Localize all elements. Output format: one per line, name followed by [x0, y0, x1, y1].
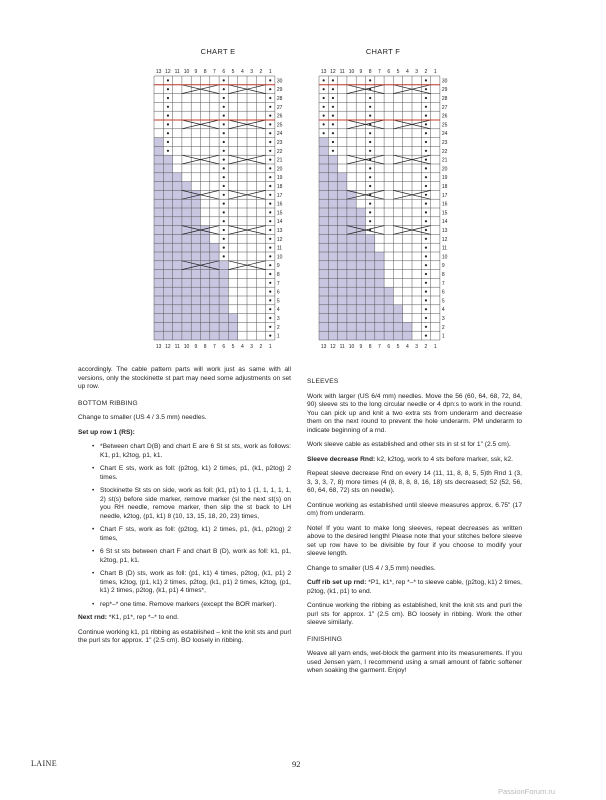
purl-dot: [223, 238, 225, 240]
purl-dot: [269, 123, 271, 125]
purl-dot: [323, 106, 325, 108]
row-label: 14: [441, 219, 448, 226]
row-label: 28: [441, 96, 448, 102]
shaded-cells: [154, 314, 238, 323]
shaded-cells: [319, 138, 328, 147]
purl-dot: [425, 335, 427, 337]
column-label: 8: [368, 69, 372, 75]
row-label: 27: [276, 104, 283, 111]
page-number: 92: [292, 759, 301, 769]
row-label: 10: [441, 254, 448, 261]
row-label: 25: [441, 122, 448, 129]
purl-dot: [425, 106, 427, 108]
column-label: 4: [405, 69, 409, 75]
purl-dot: [223, 88, 225, 90]
row-label: 21: [441, 157, 448, 164]
purl-dot: [269, 88, 271, 90]
next-round-paragraph: [78, 614, 291, 623]
purl-dot: [369, 106, 371, 108]
purl-dot: [425, 308, 427, 310]
column-label: 6: [222, 69, 226, 75]
purl-dot: [425, 326, 427, 328]
purl-dot: [425, 291, 427, 293]
purl-dot: [369, 211, 371, 213]
column-label: 2: [424, 69, 428, 75]
purl-dot: [269, 273, 271, 275]
sleeves-paragraph-1: Work with larger (US 6/4 mm) needles. Move the 56 (60, 64, 68, 72, 84, 90) sleeve sts to the long circular needle or 4 dpn:s to work in the round. You can pick up and knit a two extra sts from underarm and decrease them on the next round to prevent the hole underarm. PM underarm to indicate beginning of a rnd.: [307, 392, 522, 434]
purl-dot: [332, 79, 334, 81]
purl-dot: [425, 115, 427, 117]
row-label: 19: [441, 175, 448, 182]
purl-dot: [167, 150, 169, 152]
shaded-cells: [154, 322, 238, 331]
row-label: 30: [441, 78, 448, 85]
column-label: 7: [213, 69, 216, 75]
purl-dot: [332, 88, 334, 90]
sleeve-decrease-text: k2, k2tog, work to 4 sts before marker, ssk, k2.: [375, 455, 513, 463]
shaded-cells: [154, 208, 201, 217]
watermark: PassionForum.ru: [498, 787, 556, 796]
column-label: 11: [174, 344, 180, 350]
purl-dot: [167, 88, 169, 90]
purl-dot: [269, 115, 271, 117]
column-label: 4: [405, 344, 409, 350]
purl-dot: [425, 159, 427, 161]
purl-dot: [425, 185, 427, 187]
row-label: 23: [276, 140, 283, 146]
row-label: 3: [441, 316, 445, 322]
column-label: 13: [320, 344, 327, 350]
list-item: • Chart E sts, work as foll: (p2tog, k1) 2 times, p1, (k1, p2tog) 2 times.: [78, 465, 291, 482]
purl-dot: [425, 79, 427, 81]
long-sleeves-note: Note! If you want to make long sleeves, repeat decreases as written above to the desired length! Please note that your stitches before sleeve set up row have to be divisible by four if you choose to modify your sleeve length.: [307, 524, 522, 557]
row-label: 23: [441, 140, 448, 146]
column-label: 3: [415, 344, 419, 350]
purl-dot: [167, 132, 169, 134]
chart-e-title: CHART E: [200, 47, 236, 56]
cuff-rib-label: Cuff rib set up rnd:: [307, 579, 367, 586]
shaded-cells: [154, 217, 201, 226]
row-label: 30: [276, 78, 283, 85]
purl-dot: [425, 220, 427, 222]
setup-instructions-list: [78, 443, 291, 609]
purl-dot: [332, 115, 334, 117]
column-label: 5: [396, 69, 400, 75]
purl-dot: [269, 203, 271, 205]
column-label: 10: [183, 69, 190, 75]
purl-dot: [425, 255, 427, 257]
shaded-cells: [319, 261, 384, 270]
shaded-cells: [319, 278, 384, 287]
purl-dot: [269, 229, 271, 231]
cuff-rib-paragraph: [307, 579, 522, 596]
purl-dot: [369, 115, 371, 117]
column-label: 13: [155, 344, 162, 350]
shaded-cells: [319, 305, 403, 314]
finishing-heading: FINISHING: [307, 635, 343, 643]
finishing-text: Weave all yarn ends, wet-block the garment into its measurements. If you used Jensen yarn, I recommend using a small amount of fabric softener when soaking the garment. Enjoy!: [307, 650, 522, 674]
column-label: 8: [368, 344, 372, 350]
row-label: 27: [441, 104, 448, 111]
column-label: 10: [183, 344, 190, 350]
row-label: 20: [276, 166, 283, 173]
purl-dot: [223, 79, 225, 81]
purl-dot: [223, 229, 225, 231]
row-label: 16: [441, 201, 448, 208]
row-label: 28: [276, 96, 283, 102]
row-label: 16: [276, 201, 283, 208]
purl-dot: [269, 150, 271, 152]
purl-dot: [223, 141, 225, 143]
row-label: 25: [276, 122, 283, 129]
column-label: 9: [194, 69, 198, 75]
list-item: • Chart B (D) sts, work as foll: (p1, k1) 4 times, p2tog, (k1, p1) 2 times, k2tog, (p1, k1) 2 times, p2tog, (k1, p1) 2 times, k2tog, (p1, k1) 2 times, p2tog, (k1, p1) 4 times*,: [78, 570, 291, 596]
column-label: 12: [165, 69, 171, 75]
row-label: 22: [276, 148, 283, 155]
purl-dot: [425, 273, 427, 275]
purl-dot: [269, 308, 271, 310]
purl-dot: [269, 238, 271, 240]
column-label: 9: [359, 344, 363, 350]
purl-dot: [369, 203, 371, 205]
purl-dot: [323, 115, 325, 117]
purl-dot: [425, 97, 427, 99]
column-label: 13: [320, 69, 327, 75]
row-label: 20: [441, 166, 448, 173]
column-label: 9: [194, 344, 198, 350]
purl-dot: [269, 167, 271, 169]
purl-dot: [167, 79, 169, 81]
purl-dot: [425, 176, 427, 178]
column-label: 1: [433, 69, 437, 75]
purl-dot: [269, 220, 271, 222]
column-label: 3: [250, 344, 254, 350]
purl-dot: [369, 141, 371, 143]
purl-dot: [269, 132, 271, 134]
purl-dot: [223, 167, 225, 169]
purl-dot: [425, 229, 427, 231]
purl-dot: [369, 79, 371, 81]
purl-dot: [223, 211, 225, 213]
purl-dot: [323, 97, 325, 99]
shaded-cells: [154, 146, 163, 155]
purl-dot: [369, 167, 371, 169]
row-label: 9: [276, 263, 280, 270]
row-label: 24: [441, 131, 448, 138]
purl-dot: [223, 97, 225, 99]
purl-dot: [167, 141, 169, 143]
column-label: 3: [415, 69, 419, 75]
purl-dot: [369, 185, 371, 187]
column-label: 12: [165, 344, 171, 350]
row-label: 17: [441, 192, 448, 199]
purl-dot: [323, 123, 325, 125]
purl-dot: [269, 247, 271, 249]
purl-dot: [425, 203, 427, 205]
chart-e-grid: [148, 64, 288, 359]
row-label: 26: [441, 113, 448, 120]
purl-dot: [425, 264, 427, 266]
column-label: 2: [424, 344, 428, 350]
purl-dot: [167, 97, 169, 99]
purl-dot: [269, 335, 271, 337]
row-label: 4: [441, 307, 445, 314]
column-label: 7: [378, 69, 381, 75]
row-label: 1: [276, 333, 280, 340]
purl-dot: [425, 167, 427, 169]
column-label: 13: [155, 69, 162, 75]
column-label: 5: [396, 344, 400, 350]
column-label: 7: [378, 344, 381, 350]
cuff-continue-text: Continue working the ribbing as established, knit the knit sts and purl the purl sts for approx. 1" (2.5 cm). BO loosely in ribbing. Work the other sleeve similarly.: [307, 602, 522, 626]
shaded-cells: [319, 226, 366, 235]
row-label: 6: [441, 289, 445, 296]
purl-dot: [369, 132, 371, 134]
purl-dot: [369, 176, 371, 178]
column-label: 11: [174, 69, 180, 75]
purl-dot: [332, 97, 334, 99]
purl-dot: [332, 132, 334, 134]
purl-dot: [332, 106, 334, 108]
purl-dot: [425, 88, 427, 90]
purl-dot: [269, 299, 271, 301]
column-label: 11: [339, 69, 345, 75]
purl-dot: [369, 220, 371, 222]
shaded-cells: [319, 146, 328, 155]
purl-dot: [332, 141, 334, 143]
purl-dot: [269, 291, 271, 293]
purl-dot: [425, 238, 427, 240]
setup-row-label: Set up row 1 (RS):: [78, 428, 135, 436]
row-label: 12: [276, 236, 283, 243]
column-label: 1: [268, 69, 272, 75]
purl-dot: [223, 255, 225, 257]
purl-dot: [425, 123, 427, 125]
row-label: 13: [276, 228, 283, 234]
shaded-cells: [319, 182, 347, 191]
row-label: 22: [441, 148, 448, 155]
purl-dot: [269, 176, 271, 178]
purl-dot: [269, 255, 271, 257]
shaded-cells: [154, 252, 219, 261]
row-label: 4: [276, 307, 280, 314]
row-label: 11: [276, 245, 283, 252]
purl-dot: [269, 211, 271, 213]
continue-sleeve-text: Continue working as established until sleeve measures approx. 6.75" (17 cm) from underarm.: [307, 501, 522, 517]
purl-dot: [223, 123, 225, 125]
row-label: 15: [441, 210, 448, 217]
purl-dot: [332, 123, 334, 125]
purl-dot: [269, 317, 271, 319]
purl-dot: [425, 141, 427, 143]
row-label: 18: [276, 184, 283, 190]
purl-dot: [167, 106, 169, 108]
next-round-text: *K1, p1*, rep *–* to end.: [106, 614, 179, 621]
row-label: 5: [441, 298, 445, 305]
purl-dot: [223, 115, 225, 117]
purl-dot: [425, 194, 427, 196]
purl-dot: [223, 247, 225, 249]
list-item: • *Between chart D(B) and chart E are 6 St st sts, work as follows: K1, p1, k2tog, p1, k1.: [78, 443, 291, 460]
purl-dot: [269, 106, 271, 108]
column-label: 9: [359, 69, 363, 75]
purl-dot: [223, 185, 225, 187]
shaded-cells: [319, 208, 366, 217]
purl-dot: [269, 326, 271, 328]
shaded-cells: [154, 331, 238, 340]
row-label: 12: [441, 236, 448, 243]
sleeve-decrease-paragraph: [307, 456, 522, 465]
row-label: 19: [276, 175, 283, 182]
row-label: 8: [276, 272, 280, 278]
row-label: 24: [276, 131, 283, 138]
column-label: 12: [330, 344, 336, 350]
row-label: 6: [276, 289, 280, 296]
purl-dot: [323, 79, 325, 81]
purl-dot: [223, 203, 225, 205]
cuff-rib-text: *P1, k1*, rep *–* to sleeve cable, (p2tog, k1) 2 times, p2tog, (k1, p1) to end.: [307, 579, 522, 595]
column-label: 1: [268, 344, 272, 350]
list-item: • Stockinette St sts on side, work as foll: (k1, p1) to 1 (1, 1, 1, 1, 1, 2) st(s) before side marker, remove marker (sl the next st(s) on you RH needle, remove marker, then slip the st back to LH needle, k2tog, (p1, k1) 8 (10, 13, 15, 18, 20, 23) times,: [78, 487, 291, 521]
purl-dot: [269, 141, 271, 143]
sleeves-paragraph-2: Work sleeve cable as established and other sts in st st for 1" (2.5 cm).: [307, 441, 511, 448]
purl-dot: [269, 159, 271, 161]
row-label: 14: [276, 219, 283, 226]
row-label: 18: [441, 184, 448, 190]
continue-ribbing-text: Continue working k1, p1 ribbing as established – knit the knit sts and purl the purl sts for approx. 1" (2.5 cm). BO loosely in ribbing.: [78, 628, 291, 644]
purl-dot: [425, 247, 427, 249]
purl-dot: [425, 317, 427, 319]
purl-dot: [323, 132, 325, 134]
purl-dot: [269, 79, 271, 81]
left-column: [78, 366, 291, 652]
column-label: 2: [259, 69, 263, 75]
purl-dot: [269, 185, 271, 187]
column-label: 5: [231, 344, 235, 350]
row-label: 21: [276, 157, 283, 164]
list-item: • Chart F sts, work as foll: (p2tog, k1) 2 times, p1, (k1, p2tog) 2 times,: [78, 526, 291, 543]
row-label: 7: [441, 280, 445, 287]
column-label: 8: [203, 344, 207, 350]
column-label: 4: [240, 344, 244, 350]
shaded-cells: [319, 270, 384, 279]
chart-f-title: CHART F: [365, 47, 401, 56]
purl-dot: [223, 150, 225, 152]
row-label: 9: [441, 263, 445, 270]
row-label: 2: [441, 324, 445, 331]
chart-f-grid: [313, 64, 453, 359]
row-label: 8: [441, 272, 445, 278]
shaded-cells: [154, 173, 182, 182]
row-label: 13: [441, 228, 448, 234]
change-needles-sleeve-text: Change to smaller (US 4 / 3,5 mm) needles.: [307, 564, 436, 572]
column-label: 6: [222, 344, 226, 350]
shaded-cells: [319, 217, 366, 226]
column-label: 3: [250, 69, 254, 75]
row-label: 1: [441, 333, 445, 340]
right-column: [307, 378, 522, 682]
purl-dot: [167, 115, 169, 117]
purl-dot: [369, 150, 371, 152]
purl-dot: [369, 97, 371, 99]
purl-dot: [323, 88, 325, 90]
column-label: 6: [387, 344, 391, 350]
column-label: 11: [339, 344, 345, 350]
purl-dot: [425, 299, 427, 301]
row-label: 2: [276, 324, 280, 331]
purl-dot: [425, 211, 427, 213]
sleeves-heading: SLEEVES: [307, 378, 339, 385]
purl-dot: [223, 159, 225, 161]
shaded-cells: [154, 243, 219, 252]
purl-dot: [167, 123, 169, 125]
row-label: 17: [276, 192, 283, 199]
purl-dot: [425, 132, 427, 134]
sleeve-decrease-label: Sleeve decrease Rnd:: [307, 455, 376, 463]
column-label: 4: [240, 69, 244, 75]
row-label: 15: [276, 210, 283, 217]
purl-dot: [223, 106, 225, 108]
repeat-decrease-text: Repeat sleeve decrease Rnd on every 14 (11, 11, 8, 8, 5, 5)th Rnd 1 (3, 3, 3, 3, 7, 8) more times (4 (8, 8, 8, 8, 16, 18) sts decreased; 52 (52, 56, 60, 64, 68, 72) sts on needle).: [307, 470, 522, 494]
purl-dot: [223, 194, 225, 196]
purl-dot: [425, 282, 427, 284]
row-label: 10: [276, 254, 283, 261]
purl-dot: [269, 194, 271, 196]
shaded-cells: [154, 199, 201, 208]
shaded-cells: [319, 314, 403, 323]
shaded-cells: [319, 252, 384, 261]
purl-dot: [332, 150, 334, 152]
bottom-ribbing-heading: BOTTOM RIBBING: [78, 399, 138, 407]
change-needles-text: Change to smaller (US 4 / 3.5 mm) needles.: [78, 414, 207, 421]
list-item: • 6 St st sts between chart F and chart B (D), work as foll: k1, p1, k2tog, p1, k1.: [78, 548, 291, 565]
footer-brand: LAINE: [31, 759, 57, 768]
column-label: 5: [231, 69, 235, 75]
purl-dot: [223, 220, 225, 222]
row-label: 7: [276, 280, 280, 287]
column-label: 7: [213, 344, 216, 350]
row-label: 5: [276, 298, 280, 305]
row-label: 11: [441, 245, 448, 252]
column-label: 6: [387, 69, 391, 75]
next-round-label: Next rnd:: [78, 614, 107, 621]
purl-dot: [223, 176, 225, 178]
column-label: 12: [330, 69, 336, 75]
row-label: 26: [276, 113, 283, 120]
row-label: 3: [276, 316, 280, 322]
shaded-cells: [154, 190, 201, 199]
purl-dot: [425, 150, 427, 152]
column-label: 2: [259, 344, 263, 350]
shaded-cells: [154, 138, 163, 147]
column-label: 10: [348, 69, 355, 75]
row-label: 29: [441, 87, 448, 94]
column-label: 10: [348, 344, 355, 350]
purl-dot: [269, 264, 271, 266]
list-item: • rep*–* one time. Remove markers (except the BOR marker).: [78, 601, 291, 610]
shaded-cells: [319, 173, 347, 182]
column-label: 8: [203, 69, 207, 75]
purl-dot: [269, 282, 271, 284]
intro-paragraph: accordingly. The cable pattern parts will work just as same with all versions, only the stockinette st part may need some adjustments on set up row.: [78, 366, 291, 390]
purl-dot: [223, 132, 225, 134]
purl-dot: [269, 97, 271, 99]
column-label: 1: [433, 344, 437, 350]
row-label: 29: [276, 87, 283, 94]
